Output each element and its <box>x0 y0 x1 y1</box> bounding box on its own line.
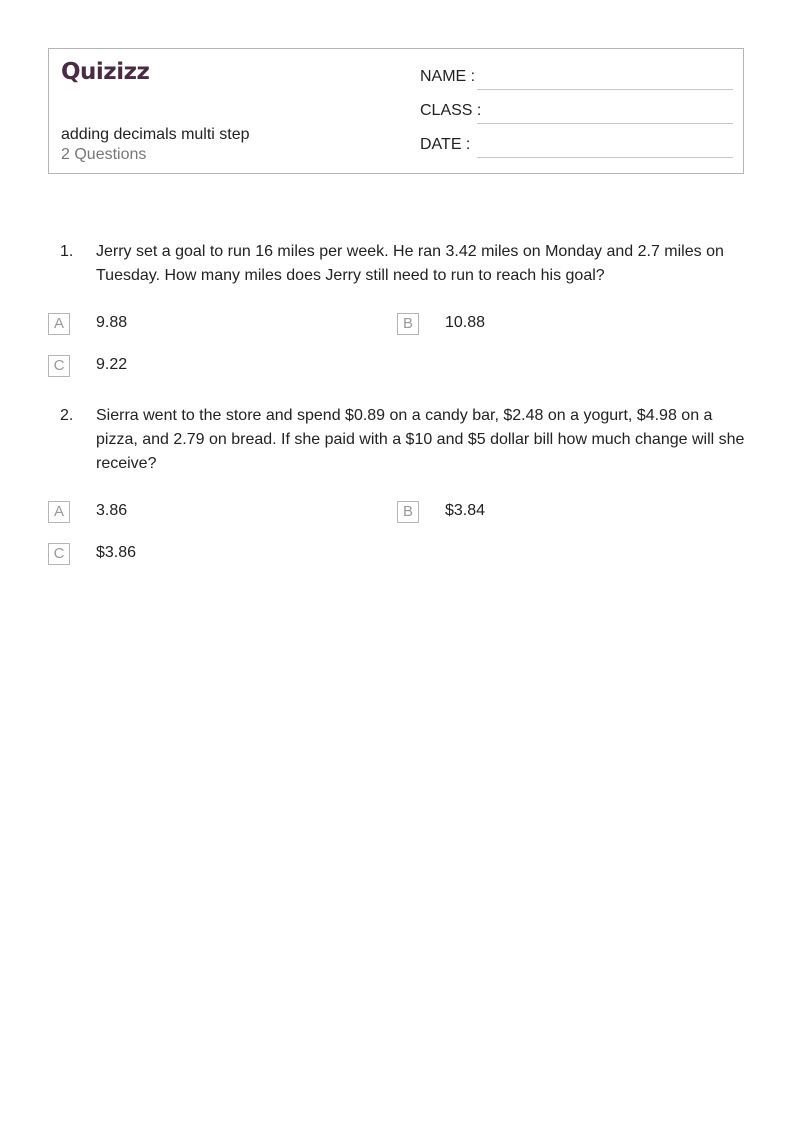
option-text: 10.88 <box>445 314 486 331</box>
question-text: Sierra went to the store and spend $0.89 on a candy bar, $2.48 on a yogurt, $4.98 on a pizza, and 2.79 on bread. If she paid with a $10 and $5 dollar bill how much change will she receive? <box>96 407 745 472</box>
name-label: NAME : <box>420 68 476 85</box>
option-letter-box: A <box>48 501 70 523</box>
class-label: CLASS : <box>420 102 482 119</box>
quizizz-logo: Quizizz <box>61 59 150 85</box>
option-letter-box: C <box>48 355 70 377</box>
question-number: 2. <box>60 407 74 424</box>
option-letter-box: B <box>397 501 419 523</box>
option-text: 9.88 <box>96 314 128 331</box>
option-text: 3.86 <box>96 502 128 519</box>
option-letter-box: C <box>48 543 70 565</box>
date-line[interactable] <box>477 157 733 158</box>
class-line[interactable] <box>477 123 733 124</box>
worksheet-header <box>48 48 744 174</box>
question-number: 1. <box>60 243 74 260</box>
option-text: 9.22 <box>96 356 128 373</box>
option-text: $3.84 <box>445 502 486 519</box>
option-letter-box: B <box>397 313 419 335</box>
worksheet-title: adding decimals multi step <box>61 126 250 143</box>
date-label: DATE : <box>420 136 471 153</box>
option-letter-box: A <box>48 313 70 335</box>
question-text: Jerry set a goal to run 16 miles per week. He ran 3.42 miles on Monday and 2.7 miles on Tuesday. How many miles does Jerry still need to run to reach his goal? <box>96 243 724 284</box>
name-line[interactable] <box>477 89 733 90</box>
option-text: $3.86 <box>96 544 137 561</box>
question-count: 2 Questions <box>61 146 147 163</box>
